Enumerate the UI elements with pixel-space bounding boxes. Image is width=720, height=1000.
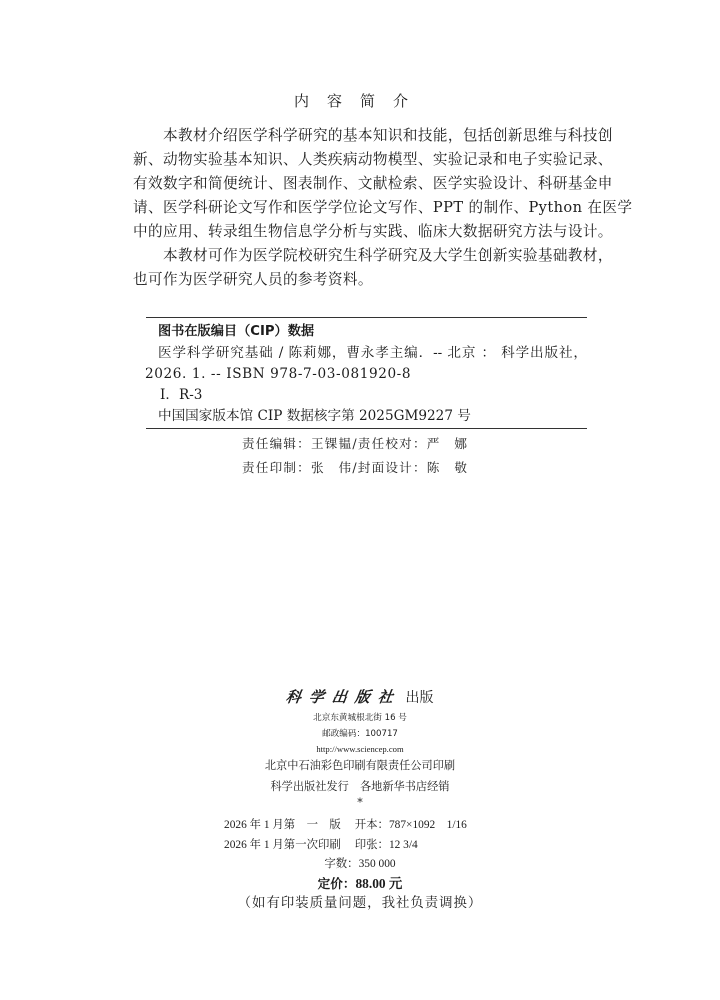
price-label: 定价： (317, 876, 356, 891)
price-line (0, 874, 720, 894)
quality-notice: （如有印装质量问题，我社负责调换） (237, 896, 483, 911)
intro-line: 有效数字和简便统计、图表制作、文献检索、医学实验设计、科研基金申 (133, 175, 613, 192)
price-value: 88.00 元 (355, 876, 403, 891)
intro-line: 本教材可作为医学院校研究生科学研究及大学生创新实验基础教材， (163, 247, 613, 264)
edition-line (224, 816, 467, 834)
production-credits: 责任印制：张 伟/封面设计：陈 敬 (242, 460, 469, 475)
publisher-line (0, 686, 720, 708)
intro-line: 本教材介绍医学科学研究的基本知识和技能，包括创新思维与科技创 (163, 127, 613, 144)
cip-classification: Ⅰ．R-3 (160, 387, 203, 403)
publisher-postcode: 邮政编码：100717 (322, 729, 398, 739)
cip-record-line: 医学科学研究基础 / 陈莉娜，曹永孝主编．-- 北京 ： 科学出版社， (158, 345, 587, 361)
book-format: 开本：787×1092 1/16 (354, 819, 467, 831)
editor-credits: 责任编辑：王锞韫/责任校对：严 娜 (242, 436, 469, 451)
printer-info: 北京中石油彩色印刷有限责任公司印刷 (264, 759, 456, 772)
cip-bottom-rule (146, 428, 587, 429)
edition-date: 2026 年 1 月第 一 版 (224, 819, 341, 831)
publisher-logo: 科学出版社 (285, 688, 403, 706)
intro-line: 请、医学科研论文写作和医学学位论文写作、PPT 的制作、Python 在医学 (133, 199, 633, 216)
cip-record-line: 2026. 1. -- ISBN 978-7-03-081920-8 (145, 366, 412, 382)
cip-top-rule (146, 317, 587, 318)
publisher-address: 北京东黄城根北街 16 号 (313, 713, 407, 723)
intro-line: 也可作为医学研究人员的参考资料。 (133, 271, 373, 288)
publisher-website: http://www.sciencep.com (316, 744, 404, 754)
distribution-info: 科学出版社发行 各地新华书店经销 (270, 780, 450, 793)
printing-date: 2026 年 1 月第一次印刷 (224, 839, 341, 851)
separator-star: * (357, 796, 363, 809)
printed-sheets: 印张：12 3/4 (354, 839, 418, 851)
intro-line: 新、动物实验基本知识、人类疾病动物模型、实验记录和电子实验记录、 (133, 151, 613, 168)
publish-label: 出版 (405, 690, 434, 706)
intro-title: 内容简介 (293, 92, 426, 110)
cip-approval-number: 中国国家版本馆 CIP 数据核字第 2025GM9227 号 (158, 408, 471, 424)
word-count: 字数：350 000 (324, 858, 396, 870)
cip-heading: 图书在版编目（CIP）数据 (158, 324, 315, 339)
intro-line: 中的应用、转录组生物信息学分析与实践、临床大数据研究方法与设计。 (133, 223, 613, 240)
printing-line (224, 836, 418, 854)
intro-paragraph (133, 124, 633, 292)
